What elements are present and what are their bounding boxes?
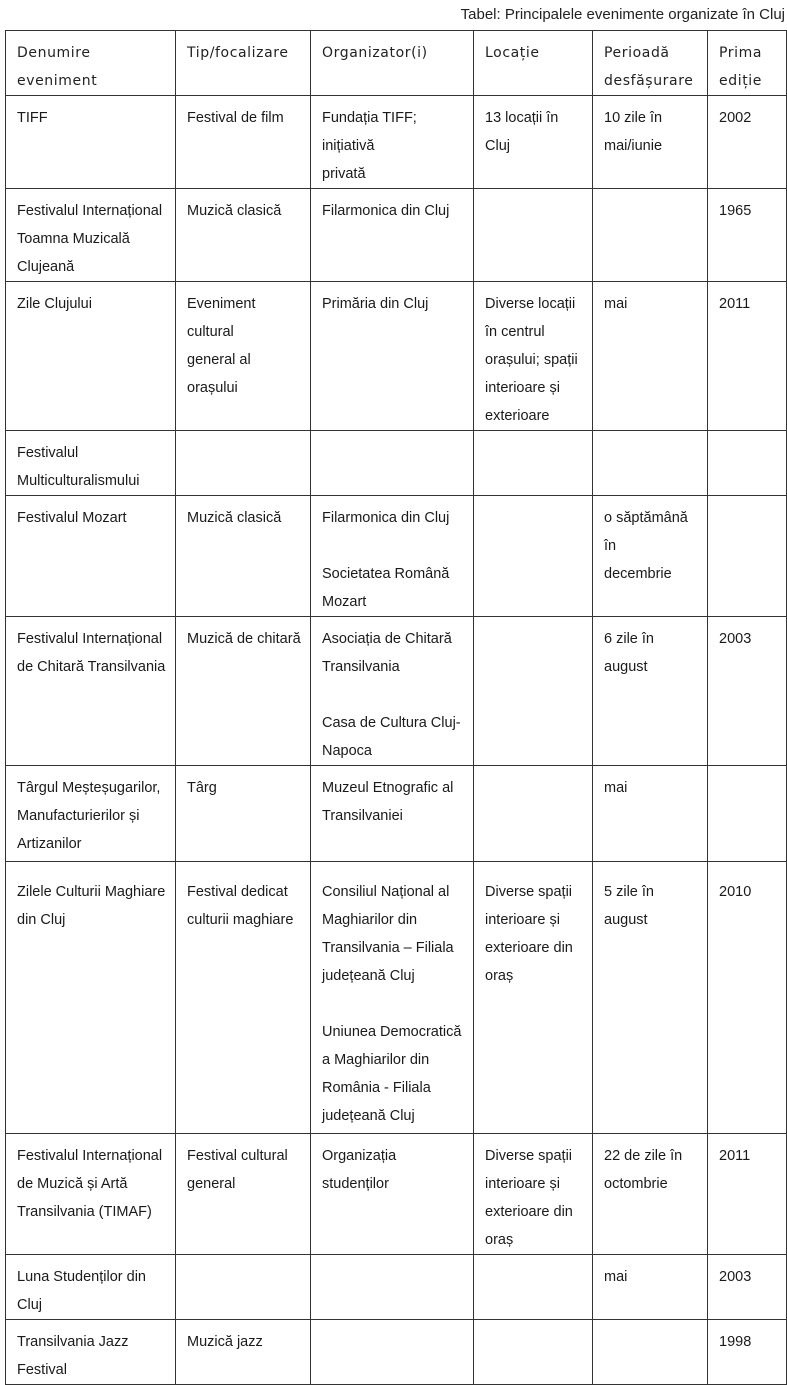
table-row bbox=[6, 766, 787, 862]
cell-organizers bbox=[311, 282, 474, 431]
cell-type bbox=[176, 282, 311, 431]
organizer-line: privată bbox=[322, 166, 366, 182]
location-line: oraș bbox=[485, 968, 514, 984]
cell-period bbox=[593, 496, 708, 617]
location-line: exterioare bbox=[485, 408, 550, 424]
table-row bbox=[6, 189, 787, 282]
cell-type bbox=[176, 96, 311, 189]
name-line: Zilele Culturii Maghiare bbox=[17, 884, 166, 900]
cell-organizers bbox=[311, 1134, 474, 1255]
cell-period bbox=[593, 1320, 708, 1385]
period-line: 10 zile în bbox=[604, 110, 663, 126]
cell-type bbox=[176, 1134, 311, 1255]
cell-name bbox=[6, 282, 176, 431]
cell-year bbox=[708, 617, 787, 766]
cell-organizers bbox=[311, 496, 474, 617]
table-row bbox=[6, 96, 787, 189]
name-line: din Cluj bbox=[17, 912, 66, 928]
name-line: Zile Clujului bbox=[17, 296, 92, 312]
organizer-line: Societatea Română bbox=[322, 566, 450, 582]
cell-name bbox=[6, 617, 176, 766]
cell-location bbox=[474, 766, 593, 862]
header-label: desfășurare bbox=[604, 73, 694, 89]
cell-type bbox=[176, 189, 311, 282]
name-line: Artizanilor bbox=[17, 836, 82, 852]
location-line: 13 locații în Cluj bbox=[485, 110, 559, 154]
cell-year bbox=[708, 1255, 787, 1320]
header-label: Prima bbox=[719, 45, 763, 61]
name-line: Manufacturierilor și bbox=[17, 808, 140, 824]
cell-organizers bbox=[311, 189, 474, 282]
name-line: Transilvania (TIMAF) bbox=[17, 1204, 152, 1220]
cell-period bbox=[593, 862, 708, 1134]
organizer-line: Uniunea Democratică bbox=[322, 1024, 462, 1040]
cell-year bbox=[708, 862, 787, 1134]
cell-name bbox=[6, 766, 176, 862]
cell-year bbox=[708, 189, 787, 282]
year-value: 2003 bbox=[719, 631, 752, 647]
block-spacer bbox=[322, 532, 467, 560]
location-line: exterioare din bbox=[485, 940, 573, 956]
name-line: Festivalul Internațional bbox=[17, 1148, 163, 1164]
cell-name bbox=[6, 96, 176, 189]
cell-type bbox=[176, 862, 311, 1134]
header-label: eveniment bbox=[17, 73, 98, 89]
cell-location bbox=[474, 431, 593, 496]
cell-organizers bbox=[311, 617, 474, 766]
header-label: Locație bbox=[485, 45, 540, 61]
name-line: Cluj bbox=[17, 1297, 42, 1313]
location-line: interioare și bbox=[485, 912, 560, 928]
type-line: Festival de film bbox=[187, 110, 284, 126]
type-line: Festival cultural bbox=[187, 1148, 288, 1164]
cell-year bbox=[708, 1134, 787, 1255]
cell-organizers bbox=[311, 431, 474, 496]
period-line: mai bbox=[604, 1269, 628, 1285]
cell-organizers bbox=[311, 1255, 474, 1320]
organizer-line: Maghiarilor din bbox=[322, 912, 418, 928]
header-locatie bbox=[474, 31, 593, 96]
table-row bbox=[6, 1320, 787, 1385]
cell-year bbox=[708, 96, 787, 189]
header-row bbox=[6, 31, 787, 96]
year-value: 2003 bbox=[719, 1269, 752, 1285]
cell-period bbox=[593, 617, 708, 766]
cell-period bbox=[593, 1255, 708, 1320]
table-row bbox=[6, 617, 787, 766]
header-organizator bbox=[311, 31, 474, 96]
name-line: TIFF bbox=[17, 110, 48, 126]
type-line: Muzică de chitară bbox=[187, 631, 301, 647]
type-line: culturii maghiare bbox=[187, 912, 294, 928]
cell-location bbox=[474, 1134, 593, 1255]
cell-location bbox=[474, 282, 593, 431]
cell-type bbox=[176, 431, 311, 496]
type-line: Târg bbox=[187, 780, 217, 796]
period-line: octombrie bbox=[604, 1176, 668, 1192]
year-value: 2011 bbox=[719, 296, 751, 312]
cell-year bbox=[708, 282, 787, 431]
header-prima-editie bbox=[708, 31, 787, 96]
organizer-line: Filarmonica din Cluj bbox=[322, 510, 450, 526]
name-line: Festivalul Internațional bbox=[17, 631, 163, 647]
cell-year bbox=[708, 431, 787, 496]
table-row bbox=[6, 1134, 787, 1255]
table-body bbox=[6, 96, 787, 1385]
table-caption: Tabel: Principalele evenimente organizate în Cluj bbox=[460, 6, 785, 23]
cell-location bbox=[474, 862, 593, 1134]
organizer-line: Transilvania – Filiala bbox=[322, 940, 454, 956]
cell-type bbox=[176, 766, 311, 862]
events-table bbox=[5, 30, 787, 1385]
name-line: Târgul Meșteșugarilor, bbox=[17, 780, 161, 796]
type-line: general al orașului bbox=[187, 352, 251, 396]
cell-year bbox=[708, 766, 787, 862]
cell-year bbox=[708, 1320, 787, 1385]
cell-type bbox=[176, 496, 311, 617]
period-line: 5 zile în august bbox=[604, 884, 654, 928]
table-row bbox=[6, 282, 787, 431]
cell-name bbox=[6, 189, 176, 282]
cell-name bbox=[6, 1320, 176, 1385]
year-value: 1998 bbox=[719, 1334, 752, 1350]
cell-location bbox=[474, 1255, 593, 1320]
type-line: Muzică clasică bbox=[187, 203, 282, 219]
organizer-line: Organizația studenților bbox=[322, 1148, 397, 1192]
location-line: Diverse locații bbox=[485, 296, 576, 312]
table-row bbox=[6, 431, 787, 496]
cell-period bbox=[593, 189, 708, 282]
organizer-line: Asociația de Chitară bbox=[322, 631, 452, 647]
location-line: exterioare din bbox=[485, 1204, 573, 1220]
cell-location bbox=[474, 496, 593, 617]
type-line: Muzică clasică bbox=[187, 510, 282, 526]
organizer-line: Napoca bbox=[322, 743, 372, 759]
cell-type bbox=[176, 617, 311, 766]
cell-organizers bbox=[311, 96, 474, 189]
organizer-line: România - Filiala bbox=[322, 1080, 431, 1096]
organizer-line: Mozart bbox=[322, 594, 367, 610]
cell-period bbox=[593, 96, 708, 189]
header-perioada bbox=[593, 31, 708, 96]
location-line: orașului; spații bbox=[485, 352, 578, 368]
cell-year bbox=[708, 496, 787, 617]
type-line: Festival dedicat bbox=[187, 884, 288, 900]
name-line: Clujeană bbox=[17, 259, 75, 275]
block-spacer bbox=[322, 990, 467, 1018]
cell-period bbox=[593, 766, 708, 862]
name-line: Festival bbox=[17, 1362, 67, 1378]
cell-organizers bbox=[311, 1320, 474, 1385]
period-line: 22 de zile în bbox=[604, 1148, 683, 1164]
year-value: 2002 bbox=[719, 110, 752, 126]
location-line: oraș bbox=[485, 1232, 514, 1248]
cell-location bbox=[474, 189, 593, 282]
cell-organizers bbox=[311, 862, 474, 1134]
organizer-line: Casa de Cultura Cluj- bbox=[322, 715, 461, 731]
cell-name bbox=[6, 1134, 176, 1255]
period-line: mai bbox=[604, 296, 628, 312]
name-line: Festivalul Internațional bbox=[17, 203, 163, 219]
table-row bbox=[6, 862, 787, 1134]
type-line: Muzică jazz bbox=[187, 1334, 263, 1350]
organizer-line: județeană Cluj bbox=[322, 968, 415, 984]
location-line: interioare și bbox=[485, 1176, 560, 1192]
cell-location bbox=[474, 96, 593, 189]
cell-period bbox=[593, 1134, 708, 1255]
name-line: Multiculturalismului bbox=[17, 473, 140, 489]
type-line: Eveniment cultural bbox=[187, 296, 256, 340]
location-line: Diverse spații bbox=[485, 1148, 573, 1164]
cell-name bbox=[6, 862, 176, 1134]
location-line: Diverse spații bbox=[485, 884, 573, 900]
cell-location bbox=[474, 617, 593, 766]
cell-type bbox=[176, 1320, 311, 1385]
cell-organizers bbox=[311, 766, 474, 862]
cell-name bbox=[6, 1255, 176, 1320]
header-denumire bbox=[6, 31, 176, 96]
header-label: Denumire bbox=[17, 45, 91, 61]
year-value: 2011 bbox=[719, 1148, 751, 1164]
name-line: Festivalul Mozart bbox=[17, 510, 127, 526]
organizer-line: județeană Cluj bbox=[322, 1108, 415, 1124]
name-line: Toamna Muzicală bbox=[17, 231, 130, 247]
cell-period bbox=[593, 431, 708, 496]
period-line: o săptămână în bbox=[604, 510, 688, 554]
organizer-line: Transilvaniei bbox=[322, 808, 403, 824]
header-tip bbox=[176, 31, 311, 96]
cell-name bbox=[6, 431, 176, 496]
header-label: Perioadă bbox=[604, 45, 670, 61]
period-line: mai/iunie bbox=[604, 138, 663, 154]
organizer-line: Primăria din Cluj bbox=[322, 296, 429, 312]
header-label: Tip/focalizare bbox=[187, 45, 289, 61]
organizer-line: Muzeul Etnografic al bbox=[322, 780, 454, 796]
name-line: Transilvania Jazz bbox=[17, 1334, 129, 1350]
table-header bbox=[6, 31, 787, 96]
header-label: ediție bbox=[719, 73, 762, 89]
name-line: Luna Studenților din bbox=[17, 1269, 146, 1285]
block-spacer bbox=[322, 681, 467, 709]
name-line: de Muzică și Artă bbox=[17, 1176, 128, 1192]
period-line: 6 zile în august bbox=[604, 631, 654, 675]
organizer-line: Fundația TIFF; inițiativă bbox=[322, 110, 417, 154]
cell-period bbox=[593, 282, 708, 431]
location-line: în centrul bbox=[485, 324, 545, 340]
name-line: de Chitară Transilvania bbox=[17, 659, 166, 675]
cell-location bbox=[474, 1320, 593, 1385]
year-value: 1965 bbox=[719, 203, 752, 219]
table-row bbox=[6, 496, 787, 617]
table-row bbox=[6, 1255, 787, 1320]
header-label: Organizator(i) bbox=[322, 45, 428, 61]
organizer-line: Transilvania bbox=[322, 659, 400, 675]
organizer-line: Consiliul Național al bbox=[322, 884, 450, 900]
period-line: mai bbox=[604, 780, 628, 796]
organizer-line: a Maghiarilor din bbox=[322, 1052, 430, 1068]
cell-type bbox=[176, 1255, 311, 1320]
organizer-line: Filarmonica din Cluj bbox=[322, 203, 450, 219]
location-line: interioare și bbox=[485, 380, 560, 396]
period-line: decembrie bbox=[604, 566, 672, 582]
name-line: Festivalul bbox=[17, 445, 79, 461]
year-value: 2010 bbox=[719, 884, 752, 900]
type-line: general bbox=[187, 1176, 236, 1192]
cell-name bbox=[6, 496, 176, 617]
